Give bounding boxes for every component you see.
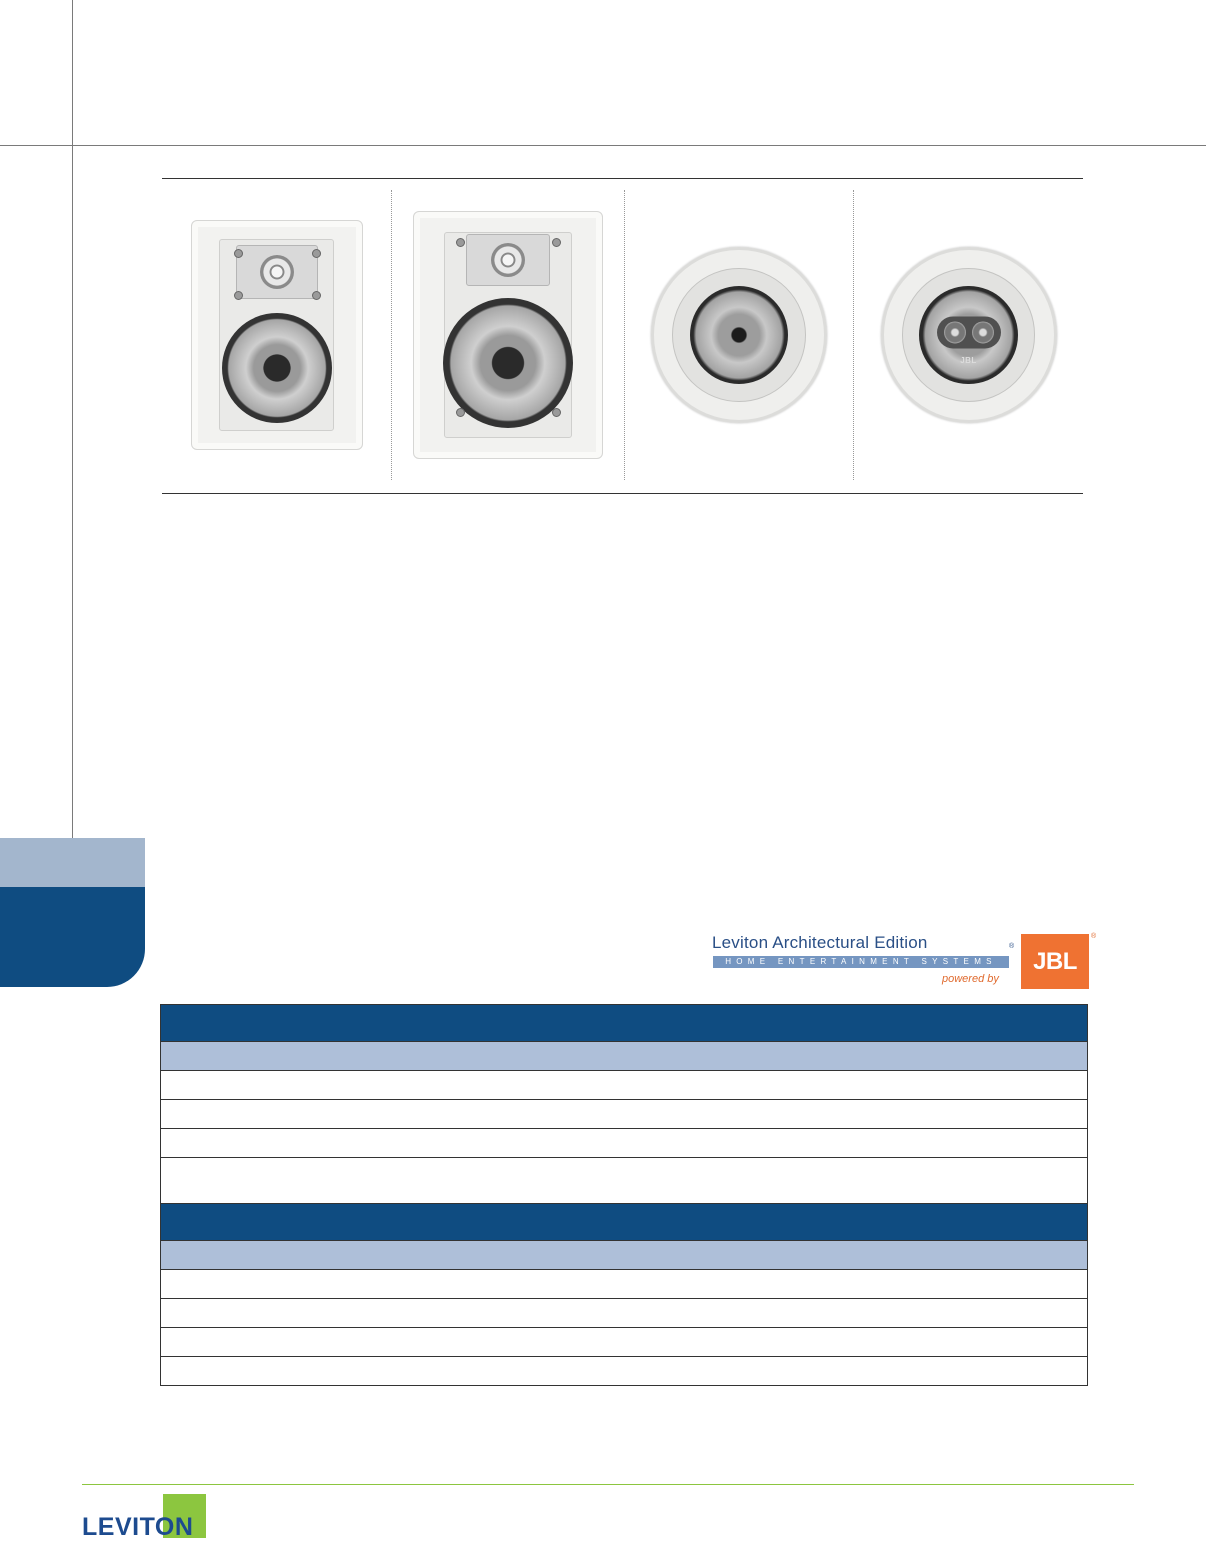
screw-icon: [312, 249, 321, 258]
screw-icon: [552, 408, 561, 417]
spec-table-2: [160, 1203, 1088, 1386]
screw-icon: [456, 408, 465, 417]
table-row: [161, 1158, 1087, 1205]
product-strip-top-rule: [162, 178, 1083, 179]
spec-table-1: [160, 1004, 1088, 1206]
product-image-in-wall-speaker-small: [162, 190, 391, 480]
product-image-in-ceiling-speaker: [625, 190, 853, 480]
speaker-in-ceiling: [651, 247, 827, 423]
speaker-badge: JBL: [960, 356, 977, 366]
table-row: [161, 1299, 1087, 1328]
spec-table-header: [161, 1204, 1087, 1241]
spec-table-subheader: [161, 1241, 1087, 1270]
jbl-logo-text: JBL: [1033, 947, 1077, 975]
page-vertical-rule: [72, 0, 73, 838]
product-image-in-ceiling-speaker-dual: [854, 190, 1083, 480]
jbl-registered-mark: ®: [1091, 933, 1097, 940]
tweeter-icon: [491, 243, 525, 277]
screw-icon: [312, 291, 321, 300]
speaker-in-wall-large: [413, 211, 603, 459]
brand-title: Leviton Architectural Edition: [712, 933, 928, 952]
tweeter-plate: [236, 245, 318, 299]
page-horizontal-rule: [0, 145, 1206, 146]
table-row: [161, 1270, 1087, 1299]
table-row: [161, 1357, 1087, 1385]
dual-tweeter-icon: [937, 316, 1001, 348]
product-image-in-wall-speaker-large: [392, 190, 624, 480]
screw-icon: [234, 249, 243, 258]
product-strip-bottom-rule: [162, 493, 1083, 494]
spec-table-subheader: [161, 1042, 1087, 1071]
tweeter-plate: [466, 234, 550, 286]
spec-table-header: [161, 1005, 1087, 1042]
woofer-icon: [222, 313, 332, 423]
speaker-in-ceiling-dual-tweeter: [881, 247, 1057, 423]
footer-rule: [82, 1484, 1134, 1485]
table-row: [161, 1100, 1087, 1129]
screw-icon: [234, 291, 243, 300]
table-row: [161, 1129, 1087, 1158]
brand-registered-mark: ®: [1009, 943, 1015, 950]
screw-icon: [456, 238, 465, 247]
brand-powered-by: powered by: [942, 973, 999, 985]
jbl-logo: [1021, 934, 1089, 989]
brand-subtitle-bar: HOME ENTERTAINMENT SYSTEMS: [713, 956, 1009, 968]
woofer-icon: [690, 286, 789, 385]
side-tab-light: [0, 838, 145, 887]
side-tab-dark: [0, 887, 145, 987]
screw-icon: [552, 238, 561, 247]
speaker-in-wall-small: [191, 220, 363, 450]
table-row: [161, 1071, 1087, 1100]
leviton-logo-text: LEVITON: [82, 1513, 194, 1541]
tweeter-icon: [260, 255, 294, 289]
table-row: [161, 1328, 1087, 1357]
